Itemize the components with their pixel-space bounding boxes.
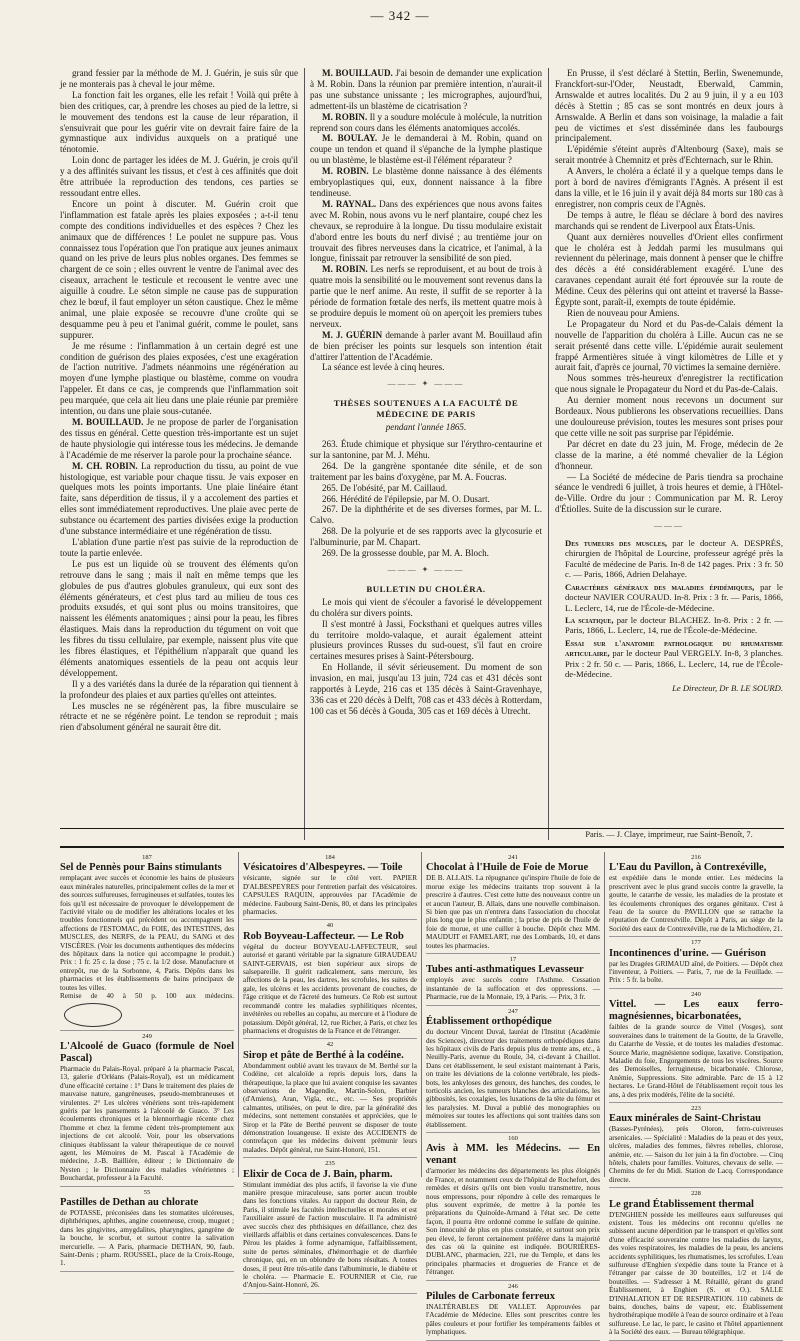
- thesis-item: 268. De la polyurie et de ses rapports avec la glycosurie et l'albuminurie, par M. Chapart.: [310, 526, 542, 548]
- paragraph: En Hollande, il sévit sérieusement. Du moment de son invasion, en mai, jusqu'au 13 juin, 724 cas et 431 décès sont rapportés à Leyde, 216 cas et 135 décès à Saint-Gravenhaye, 336 cas et 220 décès à Delft, 708 cas et 433 décès à Rotterdam, 100 cas et 56 décès à Gouda, 305 cas et 169 décès à Utrecht.: [310, 662, 542, 716]
- advert-text: (Basses-Pyrénées), près Oloron, ferro-cuivreuses arsenicales. — Spécialité : Maladies de la peau et des yeux, ulcères, maladies des femmes, fièvres rebelles, chlorose, anémie, etc. — Saison du 1er juin à la fin d'octobre. — Cinq hôtels, chalets pour familles. Voitures, chevaux de selle. — Chemins de fer du Midi. Station de Lacq. Correspondance directe.: [609, 1125, 783, 1184]
- advertisement: [426, 1133, 600, 1281]
- paragraph: En Prusse, il s'est déclaré à Stettin, Berlin, Swenemunde, Franckfort-sur-l'Oder, Neustadt, Eberwald, Cammin, Arnswalde et autres localités. Du 2 au 9 juin, il y a eu 103 décès à Stettin ; 85 cas se sont montrés en deux jours à Arnswalde. A Berlin et dans son voisinage, la maladie a fait peu de victimes et s'est disséminée dans les faubourgs principalement.: [555, 68, 783, 144]
- advert-number: 223: [691, 1104, 701, 1112]
- book-title: La sciatique,: [565, 614, 614, 625]
- advert-title: Le grand Établissement thermal: [609, 1198, 754, 1210]
- advertisement: [609, 1188, 783, 1341]
- advert-title: Vittel. — Les eaux ferro-magnésiennes, bicarbonatées,: [609, 999, 783, 1023]
- speaker-name: M. ROBIN.: [322, 166, 369, 177]
- book-title: Caractères généraux des maladies épidémiques,: [565, 581, 755, 592]
- advert-number: 184: [325, 854, 335, 861]
- paragraph: Il y a des variétés dans la durée de la réparation qui tiennent à la profondeur des plaies et aux parties qu'elles ont atteintes.: [60, 678, 298, 700]
- book-details: par le docteur NAVIER COURAUD. In-8. Prix : 3 fr. — Paris, 1866, L. Leclerc, 14, rue de l'École-de-Médecine.: [565, 581, 783, 613]
- bibliography: [555, 538, 783, 679]
- advert-text: D'ENGHIEN possède les meilleures eaux sulfureuses qui existent. Tous les médecins ont reconnu qu'elles ne subissent aucune déperdition par le transport et qu'elles sont d'une efficacité souveraine contre les maladies du larynx, des voies respiratoires, les maladies de la peau, les anciens accidents syphilitiques, les rhumatismes, les scrofules. L'eau sulfureuse d'Enghien s'expédie dans toute la France et à l'étranger par caisse de 30 bouteilles, 1/2 et 1/4 de bouteilles. — S'adresser à M. Rétaillé, gérant du grand Établissement, à Enghien (S. et O.). SALLE D'INHALATION ET DE RESPIRATION. 110 cabinets de bains, douches, bains de vapeur, etc. Établissement hydrothérapique modèle à l'eau de source ordinaire et à l'eau sulfureuse. Le lac, le parc, le casino et l'hôtel appartiennent à la Société des eaux. — Bureau télégraphique.: [609, 1210, 784, 1337]
- advert-number: 240: [691, 990, 701, 998]
- advertisement: [60, 1187, 234, 1272]
- paragraph: Au dernier moment nous recevons un document sur Bordeaux. Nous publierons les observations recueillies. Dans une douloureuse prévision, toutes les mesures sont prises pour que cette ville ne soit pas surprise par l'épidémie.: [555, 395, 783, 438]
- paragraph: De temps à autre, le fléau se déclare à bord des navires marchands qui se rendent de Liverpool aux États-Unis.: [555, 209, 783, 231]
- dialogue-paragraph: [310, 264, 542, 329]
- advert-number: 246: [508, 1282, 518, 1290]
- speech: Le blastème donne naissance à des éléments embryoplastiques qui, eux, donnent naissance à la fibre tendineuse.: [310, 166, 543, 198]
- advert-column-3: [426, 852, 600, 1337]
- paragraph: Loin donc de partager les idées de M. J. Guérin, je crois qu'il y a des affinités suivant les tissus, et c'est à ces affinités que doit être attribuée la reproduction des tendons, ces parties se ressoudant entre elles.: [60, 155, 298, 198]
- advert-number: 55: [143, 1188, 151, 1196]
- speech: Les nerfs se reproduisent, et au bout de trois à quatre mois la sensibilité ou le mouvement sont revenus dans la partie que le nerf anime. Au reste, il suffit de se reporter à la période de formation fœtale des nerfs, ils mettent quatre mois à se produire depuis le moment où on aperçoit les premiers tubes nerveux.: [310, 264, 542, 329]
- advert-text: faibles de la grande source de Vittel (Vosges), sont souveraines dans le traitement de la Goutte, de la Gravelle, du Catarrhe de Vessie, et de toutes les maladies d'estomac. Source Marie, magnésienne sodique, laxative. Constipation, Maladie du foie, Engorgements de tous les viscères. Source des Demoiselles, ferrugineuse, bicarbonatée. Chlorose, Anémie, Suppressions. Site admirable. Parc de 15 à 12 hectares. Le Grand-Hôtel de l'établissement reçoit tous les ans, à des prix modérés, l'élite de la société.: [609, 1023, 783, 1099]
- thesis-item: 267. De la diphthérite et de ses diverses formes, par M. L. Calvo.: [310, 504, 542, 526]
- advertisement: [60, 1031, 234, 1187]
- advertisement: [426, 852, 600, 954]
- advert-title: L'Alcoolé de Guaco (formule de Noel Pascal): [60, 1040, 234, 1064]
- book-entry: [555, 582, 783, 613]
- book-entry: [555, 615, 783, 636]
- advert-remise: [60, 992, 234, 1026]
- paragraph: Nous sommes très-heureux d'enregistrer la rectification que nous signale le Propagateur du Nord et du Pas-de-Calais.: [555, 373, 783, 395]
- book-title: Essai sur l'anatomie pathologique du rhumatisme articulaire,: [565, 637, 783, 659]
- advertisement: [243, 1039, 417, 1158]
- advert-text: du docteur Vincent Duval, lauréat de l'Institut (Académie des Sciences), directeur des traitements orthopédiques dans les hôpitaux civils de Paris depuis plus de trente ans, etc., à Neuilly-Paris, avenue du Roule, 34, ci-devant à Chaillot. Dans cet établissement, le seul existant maintenant à Paris, on traite les déviations de la colonne vertébrale, les pieds-bots, les ankyloses des genoux, des hanches, des coudes, le torticolis ancien, les tumeurs blanches des articulations, les gibbosités, les coxalgies, les luxations de la tête du fémur et les paralysies. M. Duval a publié des monographies ou mémoires sur toutes les affections qui sont traitées dans son établissement.: [426, 1028, 600, 1129]
- speech: demande à parler avant M. Bouillaud afin de bien préciser les points sur lesquels son intention était d'attirer l'attention de l'Académie.: [310, 329, 542, 362]
- paragraph: Le pus est un liquide où se trouvent des éléments qu'on retrouve dans le sang ; mais il naît en même temps que les globules de pus d'autres globules granuleux, qui eux sont des éléments générateurs, et c'est plus tard au milieu de tous ces produits exsudés, et qui sont plus ou moins transitoires, que naissent les éléments anatomiques ; ainsi pour la peau, les fibres élastiques. Mais dans la reproduction du tégument on voit que les fibres du tissu cellulaire, par exemple, naissent plus vite que les fibres élastiques, et l'épithélium n'apparaît que quand les éléments anatomiques essentiels de la peau ont acquis leur développement.: [60, 558, 298, 678]
- thesis-item: 265. De l'obésité, par M. Caillaud.: [322, 482, 448, 493]
- ornament-divider: ———: [654, 521, 684, 531]
- advert-text: INALTÉRABLES DE VALLET. Approuvées par l'Académie de Médecine. Elles sont prescrites contre les pâles couleurs et pour fortifier les tempéraments faibles et lymphatiques.: [426, 1303, 600, 1337]
- paragraph: grand fessier par la méthode de M. J. Guérin, je suis sûr que je ne monterais pas à cheval le jour même.: [60, 68, 298, 89]
- advert-number: 216: [691, 854, 701, 861]
- advert-title: Pastilles de Dethan au chlorate: [60, 1197, 199, 1208]
- paragraph: Encore un point à discuter. M. Guérin croit que l'inflammation est fatale après les plaies exposées ; a-t-il tenu compte des conditions individuelles et des espèces ? Chez les animaux que de différences ! Le poulet ne suppure pas. Vous connaissez tous l'opération que l'on pratique aux jeunes animaux quand on les prive de leurs plus nobles organes. Des femmes se chargent de ce soin ; elles ouvrent le ventre de l'animal avec des ciseaux, arrachent le testicule et recousent le ventre avec une aiguille à coudre. Le séton simple ne cause pas de suppuration chez le bœuf, il faut employer un séton caustique. Chez le même animal, une plaie exposée se recouvre d'une croûte qui se desquamme peu à peu et l'animal guérit, comme le poulet, sans suppurer.: [60, 198, 298, 340]
- advert-divider: [421, 852, 422, 1177]
- advert-text: Stimulant immédiat des plus actifs, il favorise la vie d'une manière presque miraculeuse, sans porter aucun trouble dans les fonctions vitales. Au rapport du docteur Rein, de Paris, il stimule les facultés intellectuelles et morales et est l'auxiliaire assuré de l'action musculaire. Il l'a administré avec succès chez des phthisiques en défaillance, chez des vieillards affaiblis et dans certaines convalescences. Dans le Pérou les plaides à forme adynamique, l'affaiblissement, suite de pertes séminales, d'hémorrhagie et de diarrhée chronique, qui, en un oblondre de bons résultats. A toutes doses, il peut être très-utile dans l'albuminurie, le diabète et le choléra. — Pharmacie E. FOURNIER et Cie, rue d'Anjou-Saint-Honoré, 26.: [243, 1180, 417, 1290]
- speaker-name: M. J. GUÉRIN: [322, 329, 383, 340]
- paragraph: Quant aux dernières nouvelles d'Orient elles confirment que le choléra est à Jeddah parmi les musulmans qui reviennent du pèlerinage, mais donnent à penser que le chiffre des décès a été considérablement exagéré. L'une des caravanes cependant aurait été fort éprouvée sur la route de Médine. Ceux des pèlerins qui ont atteint et traversé la Basse-Égypte sont, paraît-il, exempts de toute épidémie.: [555, 231, 783, 308]
- advert-text: DE B. ALLAIS. La répugnance qu'inspire l'huile de foie de morue exige les médecins traitants trop souvent à la prescrire à d'autres. C'est cette lutte des nouveaux contre un et aucun l'auteur, B. Allais, dans une nouvelle combinaison. Si bien que pas un n'entrera dans l'association du chocolat plus long que le plus enfantin ; la prise de pris de l'huile de foie de morue, et une cuiller à bouche. Dépôt chez MM. MAUDUIT et FAMELART, rue des Lombards, 10, et dans toutes les pharmacies.: [426, 874, 600, 950]
- advert-text: d'armorier les médecins des départements les plus éloignés de France, et notamment ceux de l'hôpital de Rochefort, des remèdes et désirs qu'ils ont bien voulu transmettre, nous nous empressons, pour répondre à celle des remarques le plus souvent exprimée, de mettre à la portée les préparations du Quinoïde-Armand à l'état sec. De cette façon, il pourra être ordonné comme le sulfate de quinine. Son innocuité de plus en plus constatée, et surtout son prix peu élevé, le feront certainement préférer dans la majorité des cas où la quinine est indiquée. BOURIÈRES-DUBLANC, pharmacien, 221, rue du Temple, et dans les principales pharmacies et drogueries de France et de l'étranger.: [426, 1167, 600, 1277]
- advert-title: Tubes anti-asthmatiques Levasseur: [426, 964, 584, 976]
- book-details: par le docteur A. DESPRÉS, chirurgien de l'hôpital de Lourcine, professeur agrégé près la Faculté de médecine de Paris. In-8 de 142 pages. Prix : 3 fr. 50 c. — Paris, 1866, Adrien Delahaye.: [565, 538, 783, 580]
- thesis-item: 264. De la gangrène spontanée dite sénile, et de son traitement par les bains d'oxygène, par M. A. Foucras.: [310, 460, 542, 482]
- remise-text: Remise de 40 à 50 p. 100 aux médecins.: [60, 992, 234, 1001]
- advertisement: [426, 1281, 600, 1341]
- thesis-item: 263. Étude chimique et physique sur l'érythro-centaurine et sur la santonine, par M. J. Méhu.: [310, 439, 542, 460]
- paragraph: Le mois qui vient de s'écouler a favorisé le développement du choléra sur divers points.: [310, 596, 542, 618]
- advert-text: employés avec succès contre l'Asthme. Cessation instantanée de la suffocation et des oppressions. — Pharmacie, rue de la Monnaie, 19, à Paris. — Prix, 3 fr.: [426, 976, 600, 1002]
- advert-title: L'Eau du Pavillon, à Contrexéville,: [609, 862, 767, 874]
- theses-subtitle: pendant l'année 1865.: [385, 422, 467, 433]
- advertisement: [609, 989, 783, 1103]
- advert-rule: [60, 846, 784, 848]
- theses-list: [310, 439, 542, 559]
- speaker-name: M. CH. ROBIN.: [72, 460, 138, 471]
- dialogue-paragraph: [310, 199, 542, 264]
- advert-text: végétal du docteur BOYVEAU-LAFFECTEUR, seul autorisé et garanti véritable par la signature GIRAUDEAU SAINT-GERVAIS, est bien supérieur aux sirops de salsepareille. Il guérit radicalement, sans mercure, les affections de la peau, les dartres, les scrofules, les suites de gale, les ulcères et les accidents provenant de couches, de l'âge critique et de l'âcreté des humeurs. Ce Rob est surtout recommandé contre les maladies syphilitiques récentes, invétérées ou rebelles au copahu, au mercure et à l'iodure de potassium. Dépôt général, 12, rue Richer, à Paris, et chez les pharmaciens et droguistes de la France et de l'étranger.: [243, 942, 417, 1035]
- advertisement: [609, 937, 783, 989]
- advert-title: Sel de Pennès pour Bains stimulants: [60, 862, 222, 874]
- advert-text: vésicante, signée sur le côté vert. PAPIER D'ALBESPEYRES pour l'entretien parfait des vésicatoires. CAPSULES RAQUIN, approuvées par l'Académie de médecine. Faubourg Saint-Denis, 80, et dans les principales pharmacies.: [243, 874, 417, 917]
- speaker-name: M. BOUILLAUD.: [72, 417, 144, 427]
- bulletin-body: [310, 597, 542, 717]
- paragraph: — La Société de médecine de Paris tiendra sa prochaine séance le vendredi 6 juillet, à trois heures et demie, à l'Hôtel-de-Ville. Ordre du jour : Communication par M. R. Leroy d'Étiolles. Suite de la discussion sur le curare.: [555, 471, 783, 515]
- advert-text: Abondamment oublié avant les travaux de M. Berthé sur la Codéine, cet alcaloïde a repris depuis lors, dans la thérapeutique, la place que lui avaient conquise les savantes observations de Magendie, Martin-Solon, Barbier (d'Amiens), Aran, Vigla, etc., etc. — Ses propriétés calmantes, utilisées, on peut le dire, par la généralité des médecins, sont nettement constatées et appréciées, que le Sirop et la Pâte de Berthé peuvent se disposer de toute démonstration louangeuse. Il existe des ACCIDENTS de contrefaçon que les médecins doivent prémunir leurs malades. Dépôt général, rue Saint-Honoré, 151.: [243, 1061, 417, 1154]
- paragraph: Je me résume : l'inflammation à un certain degré est une condition de guérison des plaies exposées, c'est une exagération de l'action nutritive. J'admets néanmoins une régénération au moyen d'une lymphe plastique ou blastème, comme on voudra l'appeler. Et dans ce cas, je comprends que l'inflammation soit peu marquée, que cela ait lieu dans une plaie réunie par première intention, ou dans une plaie sous-cutanée.: [60, 340, 298, 417]
- dialogue-paragraph: [310, 112, 542, 134]
- advertisement: [609, 852, 783, 937]
- paragraph-bouillaud: [60, 417, 298, 461]
- paragraph: L'ablation d'une partie n'est pas suivie de la reproduction de toute la partie enlevée.: [60, 536, 298, 558]
- advert-number: 187: [142, 854, 152, 861]
- advert-column-2: [243, 852, 417, 1290]
- paragraph: A Anvers, le choléra a éclaté il y a quelque temps dans le port à bord de navires d'émigrants l'Agnès. A présent il est dans la ville, et le 16 juin il y avait déjà 84 morts sur 180 cas à enregistrer, non compris ceux de l'Agnès.: [555, 166, 783, 209]
- page-number: — 342 —: [370, 8, 430, 23]
- column-1: [60, 68, 298, 842]
- speaker-name: M. ROBIN.: [322, 111, 368, 122]
- advert-column-1: [60, 852, 234, 1268]
- advert-text: Pharmacie du Palais-Royal. préparé à la pharmacie Pascal, 13, galerie d'Orléans (Palais-Royal), est un médicament d'une efficacité certaine : 1° Dans le traitement des plaies de mauvaise nature, gangréneuses, pseudo-membraneuses et virulentes. 2° Les ulcères vénériens sont très-rapidement guéris par les pansements à l'alcoolé de Guaco. 3° Les écoulements chroniques et la blennorrhagie récente chez l'homme et chez la femme cèdent très-promptement aux injections de cet alcoolé. Voir, pour les observations cliniques établissant la valeur thérapeutique de ce nouvel agent, les Mémoires de M. Pascal à l'Académie de médecine, J.-B. Baillière, éditeur ; le Dictionnaire de Nysten ; le Dictionnaire des maladies vénériennes ; Bouchardat, professeur à la Faculté.: [60, 1064, 234, 1183]
- speaker-name: M. BOUILLAUD.: [322, 68, 393, 78]
- book-entry: [555, 538, 783, 580]
- paragraph: L'épidémie s'éteint auprès d'Altenbourg (Saxe), mais se serait montrée à Chemnitz et près d'Echternach, sur le Rhin.: [555, 144, 783, 166]
- dialogue-paragraph: [310, 330, 542, 363]
- book-details: par le docteur BLACHEZ. In-8. Prix : 2 fr. — Paris, 1866, L. Leclerc, 14, rue de l'École-de-Médecine.: [565, 614, 784, 636]
- advertisement: [426, 954, 600, 1006]
- advertisement: [426, 1006, 600, 1133]
- column-2: [310, 68, 543, 716]
- rule: [60, 828, 784, 829]
- editor-signature: Le Directeur, Dr B. LE SOURD.: [672, 683, 783, 694]
- advert-number: 160: [508, 1134, 518, 1142]
- book-entry: [555, 638, 783, 680]
- advert-title: Elixir de Coca de J. Bain, pharm.: [243, 1168, 393, 1180]
- advert-number: 241: [508, 854, 518, 861]
- speech: Il y a soudure molécule à molécule, la nutrition reprend son cours dans les éléments anatomiques accolés.: [310, 111, 543, 133]
- speech: Je le demanderai à M. Robin, quand on coupe un tendon et quand il s'épanche de la lymphe plastique ou un blastème, le blastème est-il l'élément réparateur ?: [310, 133, 543, 166]
- printer-imprint: Paris. — J. Claye, imprimeur, rue Saint-Benoît, 7.: [585, 830, 753, 839]
- thesis-item: 266. Hérédité de l'épilepsie, par M. O. Dusart.: [322, 493, 490, 504]
- advert-number: 40: [326, 922, 334, 930]
- advert-title: Établissement orthopédique: [426, 1016, 552, 1028]
- speech: J'ai besoin de demander une explication à M. Robin. Dans la réunion par première intention, n'aurait-il pas une substance unissante ; les micrographes, aujourd'hui, admettent-ils un blastème de cicatrisation ?: [310, 68, 542, 111]
- paragraph: Il s'est montré à Jassi, Focksthani et quelques autres villes du territoire moldo-valaque, et aurait également atteint plusieurs provinces Russes du sud-ouest, s'il faut en croire certaines mesures prises à Saint-Pétersbourg.: [310, 618, 542, 662]
- ornament-divider: ——— ✦ ———: [387, 379, 465, 389]
- advert-title: Pilules de Carbonate ferreux: [426, 1291, 555, 1303]
- col3-body: [555, 68, 783, 515]
- column-divider: [548, 68, 549, 840]
- advert-number: 235: [325, 1160, 335, 1168]
- speaker-name: M. RAYNAL.: [322, 198, 377, 209]
- theses-title: THÈSES SOUTENUES A LA FACULTÉ DE MÉDECINE DE PARIS: [333, 398, 519, 420]
- speaker-name: M. ROBIN.: [322, 264, 368, 275]
- advert-text: est expédiée dans le monde entier. Les médecins la prescrivent avec le plus grand succès contre la gravelle, la goutte, le catarrhe de vessie, les maladies de la prostate et les écoulements chroniques des organes génitaux. C'est à l'eau de la source du PAVILLON que se rattache la réputation de Contrexéville. Dépôt à Paris, au siége de la Société des eaux de Contrexéville, rue de la Michodière, 21.: [609, 874, 783, 933]
- paragraph-robin: [60, 461, 298, 537]
- advertisement: [60, 852, 234, 1031]
- advert-title: Sirop et pâte de Berthé à la codéine.: [243, 1049, 404, 1061]
- advert-title: Vésicatoires d'Albespeyres. — Toile: [243, 862, 403, 874]
- advert-number: 17: [509, 956, 517, 964]
- dialogue-paragraph: [310, 68, 542, 112]
- book-details: par le docteur Paul VERGELY. In-8, 3 planches. Prix : 2 fr. 50 c. — Paris, 1866, L. Leclerc, 14, rue de l'École-de-Médecine.: [565, 648, 783, 679]
- thesis-item: 269. De la grossesse double, par M. A. Bloch.: [322, 548, 489, 559]
- advert-column-4: [609, 852, 784, 1337]
- signature-stamp-icon: [64, 1003, 122, 1027]
- dialogue: [310, 68, 542, 362]
- advertisement: [243, 920, 417, 1039]
- paragraph: Le Propagateur du Nord et du Pas-de-Calais dément la nouvelle de l'apparition du choléra à Lille. Aucun cas ne se serait présenté dans cette ville. L'épidémie aurait seulement frappé Armentières située à vingt kilomètres de Lille et y aurait fait, d'après ce journal, 70 victimes la semaine dernière.: [555, 318, 783, 373]
- dialogue-paragraph: [310, 166, 542, 199]
- speech: Dans des expériences que nous avons faites avec M. Robin, nous avons vu le nerf plantaire, coupé chez les chevaux, se reproduire à la longue. Du tissu modulaire existait d'abord entre les bouts du nerf divisé ; au trentième jour on trouvait des fibres nerveuses dans la cicatrice, et l'animal, à la longue, finissait par retrouver la sensibilité de son pied.: [310, 198, 542, 264]
- paragraph: La fonction fait les organes, elle les refait ! Voilà qui prête à bien des critiques, car, à prendre les choses au pied de la lettre, si le mouvement des tendons est la cause de leur réparation, il s'ensuivrait que pour les guérir vite on devrait faire faire de la gymnastique aux individus auxquels on a pratiqué une ténotomie.: [60, 89, 298, 155]
- advert-divider: [238, 852, 239, 1177]
- speech: Je ne propose de parler de l'organisation des tissus en général. Cette question très-importante est un sujet de haute physiologie qui intéresse tous les médecins. Je demande à l'Académie de me réserver la parole pour la prochaine séance.: [60, 417, 299, 460]
- bulletin-title: BULLETIN DU CHOLÉRA.: [366, 583, 486, 594]
- advert-title: Avis à MM. les Médecins. — En venant: [426, 1143, 600, 1167]
- advert-title: Eaux minérales de Saint-Christau: [609, 1113, 761, 1125]
- advert-title: Chocolat à l'Huile de Foie de Morue: [426, 862, 589, 874]
- advert-number: 228: [691, 1190, 701, 1198]
- advert-text: de POTASSE, préconisées dans les stomatites ulcéreuses, diphthériques, aphthes, angine couenneuse, croup, muguet ; dans les gingivites, amygdalites, pharyngites, gangrène de la bouche, le scorbut, et surtout contre la salivation mercurielle. — A Paris, pharmacie DETHAN, 90, faub. Saint-Denis ; pharm. ROUSSEL, place de la Croix-Rouge, 1.: [60, 1209, 234, 1268]
- column-divider: [304, 68, 305, 840]
- advert-number: 247: [508, 1007, 518, 1015]
- paragraph: Par décret en date du 23 juin, M. Froge, médecin de 2e classe de la marine, a été nommé chevalier de la Légion d'honneur.: [555, 438, 783, 471]
- paragraph: Les muscles ne se régénèrent pas, la fibre musculaire se rétracte et ne se régénère point. Le tendon se reproduit ; mais rien d'absolument général ne saurait être dit.: [60, 700, 298, 733]
- column-3: [555, 68, 783, 842]
- advert-title: Rob Boyveau-Laffecteur. — Le Rob: [243, 930, 404, 942]
- speaker-name: M. BOULAY.: [322, 133, 378, 144]
- paragraph: Rien de nouveau pour Amiens.: [567, 307, 680, 318]
- advertisement: [243, 1158, 417, 1294]
- advert-text: remplaçant avec succès et économie les bains de plusieurs eaux minérales naturelles, principalement celles de la mer et des sources sulfureuses, ferrugineuses et sulfatées, toutes les fois qu'il est nécessaire de provoquer le développement de l'activité vitale ou de modifier les altérations locales et les troubles fonctionnels qui précèdent ou accompagnent les affections de l'ESTOMAC, du FOIE, des INTESTINS, des MUSCLES, des NERFS, de la PEAU, du SANG et des VISCÈRES. (Voir les documents authentiques des médecins des hôpitaux dans la notice qui accompagne le produit.) Prix : 1 fr. 25 c. la dose ; 75 c. la 1/2 dose. Manufacture et entrepôt, rue de la Sorbonne, 4, Paris. Dépôts dans les pharmacies et les établissements de bains principaux de toutes les villes.: [60, 874, 234, 992]
- advertisement: [609, 1103, 783, 1188]
- advert-number: 42: [326, 1041, 334, 1049]
- advert-title: Incontinences d'urine. — Guérison: [609, 947, 766, 959]
- seance-closing: La séance est levée à cinq heures.: [322, 362, 445, 373]
- advert-divider: [604, 852, 605, 1177]
- ornament-divider: ——— ✦ ———: [387, 564, 465, 574]
- speech: La reproduction du tissu, au point de vue histologique, est variable pour chaque tissu. Je vais exposer en quelques mots les points importants. Une plaie linéaire étant faite, sans déperdition de tissus, il y a accolement des parties et elles sont immédiatement reproductives. Une plaie avec perte de substance ou écartement des parties divisées exige la production d'une substance intermédiaire et une régénération de tissu.: [60, 460, 298, 537]
- advert-number: 177: [691, 939, 701, 947]
- dialogue-paragraph: [310, 133, 542, 166]
- advertisement: [243, 852, 417, 920]
- book-title: Des tumeurs des muscles,: [565, 538, 668, 549]
- advert-text: par les Dragées GRIMAUD aîné, de Poitiers. — Dépôt chez l'inventeur, à Poitiers. — Paris, 7, rue de la Feuillade. — Prix : 5 fr. la boîte.: [609, 959, 783, 985]
- advert-number: 249: [142, 1032, 152, 1040]
